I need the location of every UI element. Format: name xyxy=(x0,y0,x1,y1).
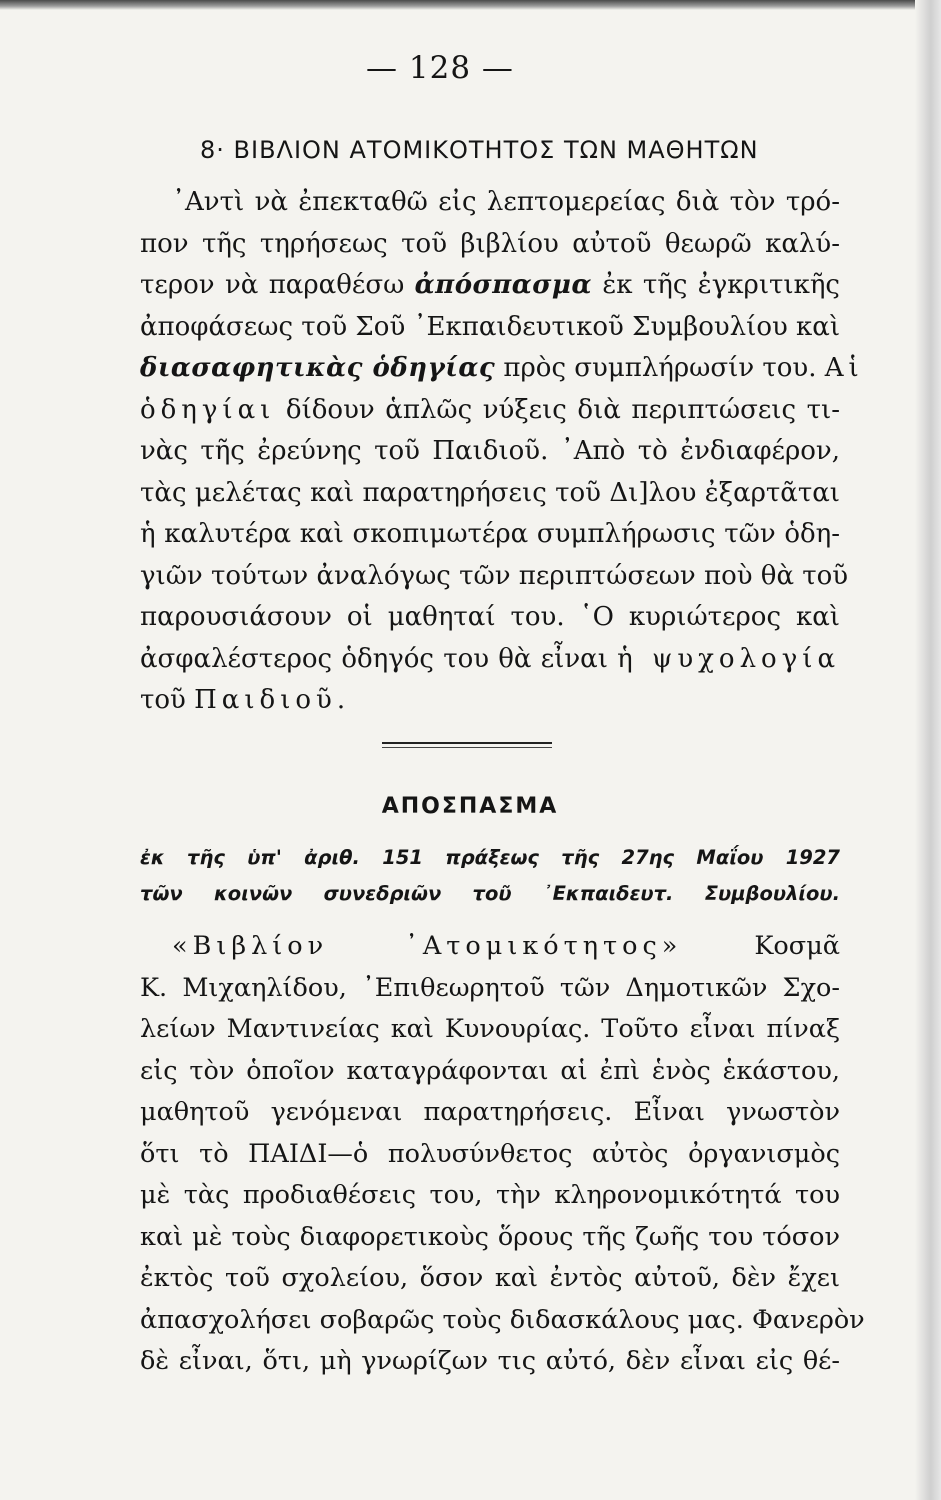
section-title: 8· ΒΙΒΛΙΟΝ ΑΤΟΜΙΚΟΤΗΤΟΣ ΤΩΝ ΜΑΘΗΤΩΝ xyxy=(200,136,759,164)
text-line: εἰς τὸν ὁποῖον καταγράφονται αἱ ἐπὶ ἑνὸς ἑκάστου, xyxy=(140,1055,840,1086)
text-line: μαθητοῦ γενόμεναι παρατηρήσεις. Εἶναι γνωστὸν xyxy=(140,1097,840,1127)
text-line xyxy=(140,680,840,722)
text-line: νὰς τῆς ἐρεύνης τοῦ Παιδιοῦ. ᾿Απὸ τὸ ἐνδιαφέρον, xyxy=(140,436,840,466)
text-segment: Κοσμᾶ xyxy=(682,931,840,961)
paragraph-intro xyxy=(140,182,864,722)
emphasis-text: διασαφητικὰς ὁδηγίας xyxy=(140,353,496,383)
text-line: καὶ μὲ τοὺς διαφορετικοὺς ὅρους τῆς ζωῆς του τόσον xyxy=(140,1221,840,1252)
page-number: — 128 — xyxy=(366,50,514,86)
text-segment: τοῦ xyxy=(140,685,195,715)
spaced-text: «Βιβλίον ᾿Ατομικότητος» xyxy=(172,931,683,961)
text-line: μὲ τὰς προδιαθέσεις του, τὴν κληρονομικότητά του xyxy=(140,1180,840,1210)
text-segment: τερον νὰ παραθέσω xyxy=(140,270,415,300)
text-segment: πρὸς συμπλήρωσίν του. xyxy=(495,353,825,383)
spaced-text: Αἱ xyxy=(824,353,864,383)
text-line: ᾿Αντὶ νὰ ἐπεκταθῶ εἰς λεπτομερείας διὰ τὸν τρό- xyxy=(172,187,840,217)
text-segment: ἐκ τῆς ἐγκριτικῆς xyxy=(591,270,840,300)
text-segment: ἀσφαλέστερος ὁδηγός του θὰ εἶναι xyxy=(140,643,618,674)
text-line: γιῶν τούτων ἀναλόγως τῶν περιπτώσεων ποὺ θὰ τοῦ xyxy=(140,560,849,591)
spaced-text: ὁδηγίαι xyxy=(140,394,276,425)
text-line: ὅτι τὸ ΠΑΙΔΙ—ὁ πολυσύνθετος αὐτὸς ὀργανισμὸς xyxy=(140,1138,840,1169)
page-binding-shadow xyxy=(915,0,941,1500)
text-line: παρουσιάσουν οἱ μαθηταί του. ῾Ο κυριώτερος καὶ xyxy=(140,602,840,632)
text-line: ἀποφάσεως τοῦ Σοῦ ᾿Εκπαιδευτικοῦ Συμβουλίου καὶ xyxy=(140,311,841,342)
paragraph-excerpt xyxy=(140,926,865,1383)
text-line: δὲ εἶναι, ὅτι, μὴ γνωρίζων τις αὐτό, δὲν εἶναι εἰς θέ- xyxy=(140,1346,840,1376)
page-top-edge xyxy=(0,0,941,10)
text-line xyxy=(140,265,840,307)
text-line: πον τῆς τηρήσεως τοῦ βιβλίου αὐτοῦ θεωρῶ καλύ- xyxy=(140,228,840,259)
text-line xyxy=(140,390,840,432)
spaced-text: ἡ ψυχολογία xyxy=(617,643,840,674)
text-line xyxy=(140,639,840,681)
spaced-text: Παιδιοῦ. xyxy=(194,685,351,715)
text-segment: δίδουν ἁπλῶς νύξεις διὰ περιπτώσεις τι- xyxy=(275,394,840,425)
text-line: λείων Μαντινείας καὶ Κυνουρίας. Τοῦτο εἶναι πίναξ xyxy=(140,1014,840,1044)
excerpt-heading: ΑΠΟΣΠΑΣΜΑ xyxy=(381,794,559,819)
text-line xyxy=(140,348,864,390)
section-divider xyxy=(382,742,552,748)
text-line: ἡ καλυτέρα καὶ σκοπιμωτέρα συμπλήρωσις τῶν ὁδη- xyxy=(140,519,840,549)
text-line: τὰς μελέτας καὶ παρατηρήσεις τοῦ Δι]λου ἐξαρτᾶται xyxy=(140,477,840,508)
text-line xyxy=(140,926,840,968)
excerpt-subheading-line: τῶν κοινῶν συνεδριῶν τοῦ ᾿Εκπαιδευτ. Συμβουλίου. xyxy=(140,882,840,905)
emphasis-text: ἀπόσπασμα xyxy=(414,270,592,300)
text-line: Κ. Μιχαηλίδου, ᾿Επιθεωρητοῦ τῶν Δημοτικῶν Σχο- xyxy=(140,972,840,1003)
text-line: ἐκτὸς τοῦ σχολείου, ὅσον καὶ ἐντὸς αὐτοῦ, δὲν ἔχει xyxy=(140,1263,840,1293)
text-line: ἀπασχολήσει σοβαρῶς τοὺς διδασκάλους μας. Φανερὸν xyxy=(140,1304,865,1335)
excerpt-subheading-line: ἐκ τῆς ὑπ' ἀριθ. 151 πράξεως τῆς 27ης Μαΐου 1927 xyxy=(140,846,840,869)
